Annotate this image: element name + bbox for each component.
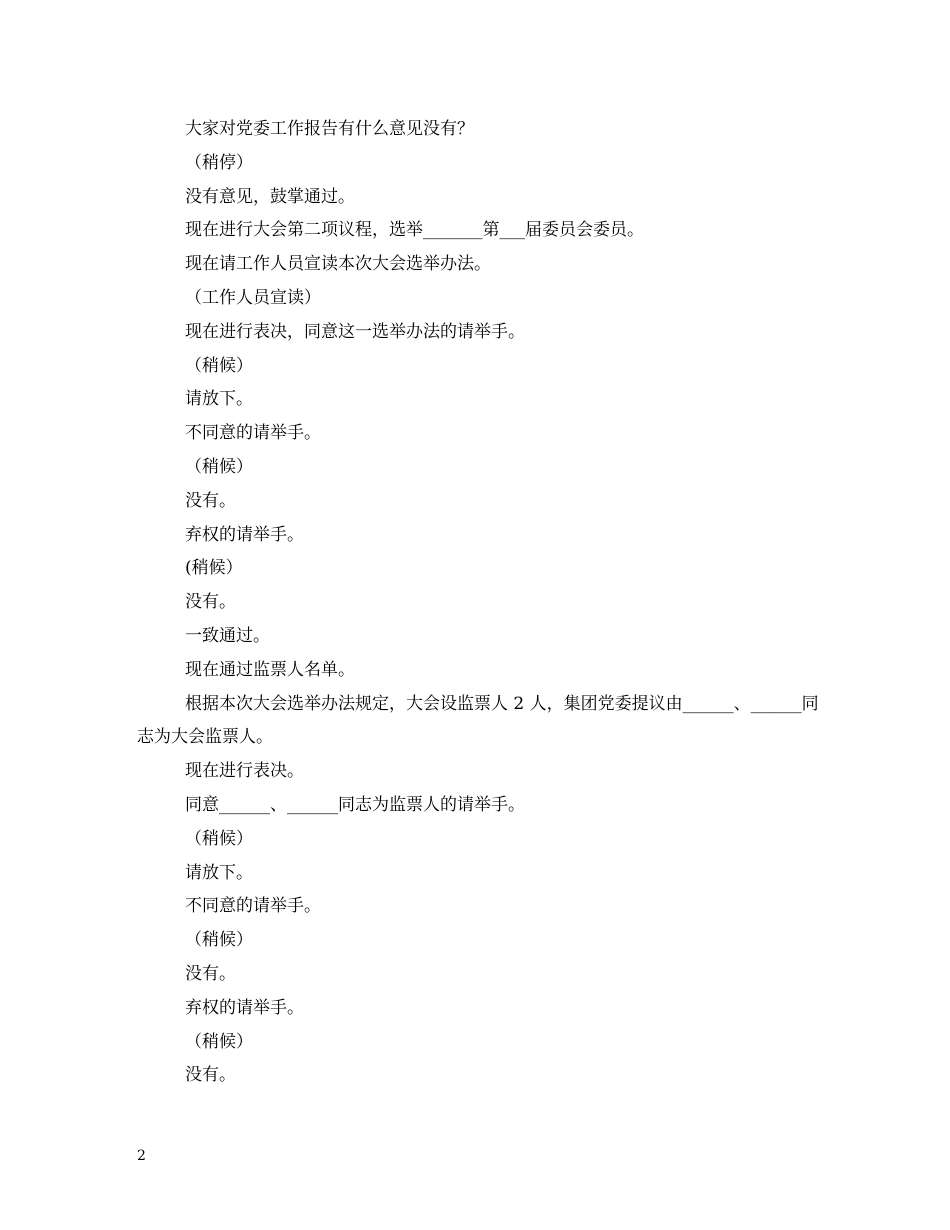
paragraph: 没有意见，鼓掌通过。 bbox=[185, 186, 355, 207]
paragraph: （稍候） bbox=[185, 930, 253, 951]
paragraph: （稍停） bbox=[185, 152, 253, 173]
paragraph: 不同意的请举手。 bbox=[185, 423, 321, 444]
paragraph: 弃权的请举手。 bbox=[185, 997, 304, 1018]
paragraph: 同意______、______同志为监票人的请举手。 bbox=[185, 794, 525, 815]
paragraph: 请放下。 bbox=[185, 862, 253, 883]
paragraph: 一致通过。 bbox=[185, 625, 270, 646]
paragraph: 现在请工作人员宣读本次大会选举办法。 bbox=[185, 254, 491, 275]
paragraph: 现在进行表决。 bbox=[185, 761, 304, 782]
paragraph: （稍候） bbox=[185, 828, 253, 849]
paragraph: 不同意的请举手。 bbox=[185, 896, 321, 917]
paragraph: 现在进行表决，同意这一选举办法的请举手。 bbox=[185, 321, 525, 342]
paragraph: 现在进行大会第二项议程，选举_______第___届委员会委员。 bbox=[185, 220, 644, 241]
paragraph: 没有。 bbox=[185, 963, 236, 984]
document-body bbox=[137, 113, 827, 1093]
paragraph: （稍候） bbox=[185, 456, 253, 477]
paragraph: 没有。 bbox=[185, 1065, 236, 1086]
paragraph: （稍候） bbox=[185, 355, 253, 376]
paragraph: 没有。 bbox=[185, 592, 236, 613]
page-number: 2 bbox=[137, 1148, 146, 1164]
paragraph: 大家对党委工作报告有什么意见没有？ bbox=[185, 119, 474, 139]
paragraph: （工作人员宣读） bbox=[185, 287, 321, 308]
paragraph: 根据本次大会选举办法规定，大会设监票人 2 人，集团党委提议由______、______同志为大会监票人。 bbox=[137, 693, 819, 748]
paragraph: （稍候） bbox=[185, 1031, 253, 1052]
paragraph: 现在通过监票人名单。 bbox=[185, 659, 355, 680]
paragraph: 弃权的请举手。 bbox=[185, 524, 304, 545]
paragraph: (稍候） bbox=[185, 558, 243, 579]
paragraph: 没有。 bbox=[185, 490, 236, 511]
paragraph: 请放下。 bbox=[185, 389, 253, 410]
